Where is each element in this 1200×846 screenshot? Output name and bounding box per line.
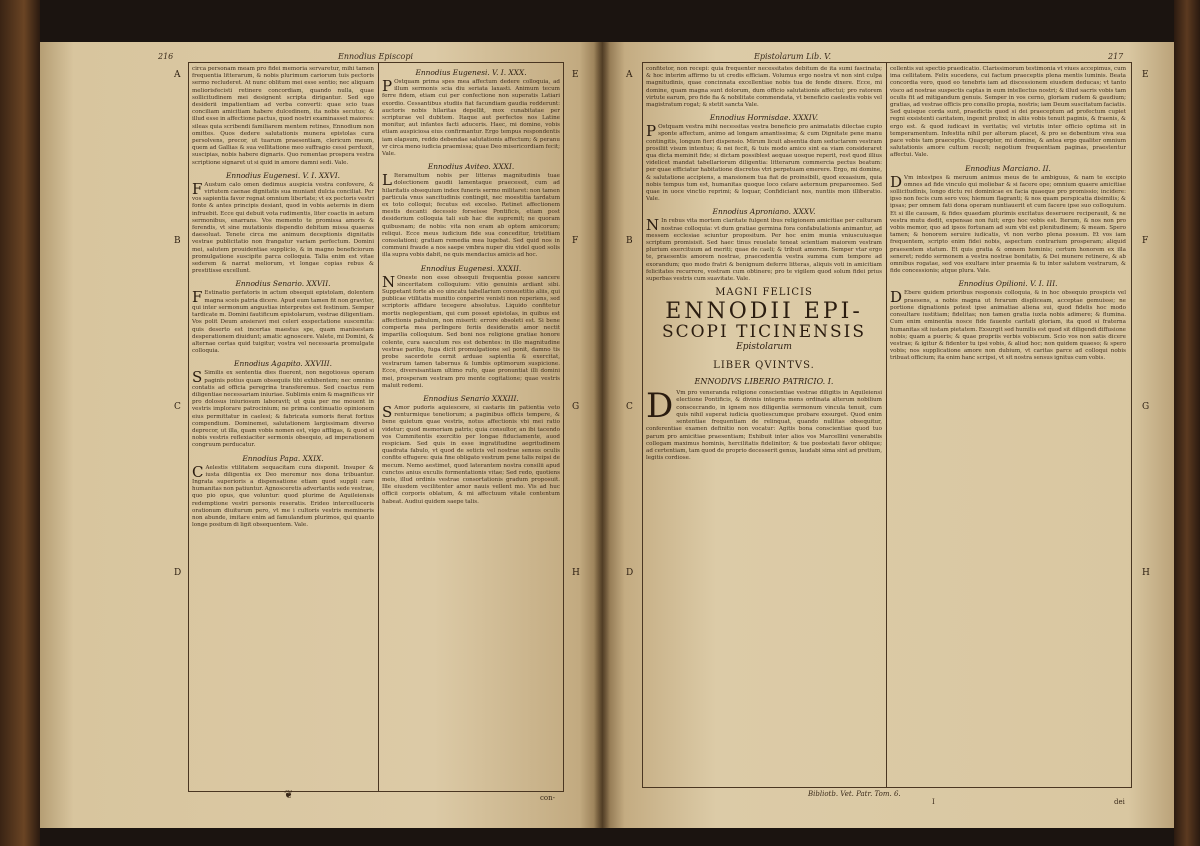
letter-text: Aelestis vtilitatem sequacitam cura disponit. Insuper & iusta diligentia ex Deo meremur nos dona tribuantur. Ingrata superioris a dispensatione etiam quod suppli care humanitas non patiuntur. Agnosceretis advertantis sede vestrae, quo pio opus, que voluntur: quod plurime de Aquileiensis redemptione vestri personis reseratis. Erideo intercelluceris orationum diuiturum pero, vt me i cultoris vestris memineris non abunde, imitare enim ad famulandum plurimos, qui quanto longe positum di ligit obsequentem. Vale. — [192, 464, 374, 529]
margin-letter: C — [626, 402, 633, 412]
drop-cap: C — [192, 462, 204, 481]
title-line: ENNODII EPI- — [665, 299, 863, 325]
margin-letter: A — [626, 70, 633, 80]
letter-block — [646, 66, 882, 109]
ornament-icon: ❦ — [284, 788, 294, 801]
title-line: LIBER QVINTVS. — [713, 360, 815, 372]
book-cover-right — [1174, 0, 1200, 846]
column-rule — [378, 62, 379, 792]
letter-block — [890, 66, 1126, 160]
letter-text: circa personam meam pro fidei memoria servaretur, mihi tamen frequentia litterarum, & nobis plurimum cariorum tuis pectoris sermo recluderet. At nunc oblitum mei esse sentio; nec aliquam meliorisfecisti retinere concordiam, quando nulla, quae sollicitudinem mei designent scripta dirigantur. Sed ego desiderii impatientiam ad verba converti: quae scio tuas conciliam amicitiam habere dulcedinem, ita nobis secutus; & illud esse in affectione pactus, quod nostri examinasset maiores: sileas quia scribendi familiarem mentem retines, Ennodium non omittes. Quos dedere salutationis munera epistolas cura persolvens, precor, ut tuarum praesentiam, clericum meum, quem ad Gallias & sua vellitatione meo suffragio cessi perduxit, suscipias, nobis habere dignaris. Quo rementae prospera vestra scriptione signaret ut si quid in amore damni sedi. Vale. — [192, 66, 374, 166]
margin-letter: E — [1142, 70, 1149, 80]
drop-cap: N — [382, 272, 396, 291]
margin-letter: F — [1142, 236, 1149, 246]
letter-block — [646, 386, 882, 462]
letter-text: Ostquam vestra mihi necessitas vestra beneficio pro animatatis dilectae cupio sponte affectum, animo ad longam amantissima; & cum Dignitate pene manu contingitis, longum fieri dispensio. Mirum licuit absentia dum seductarem vestram prosiliit visum intentus; & nei fecit, & tuis modo amico sint ea viam consideraret qua dicta meminit fide; si dictam possiblest aequae uosque reperit, rest quod illius videlicet mandat tabellariorum diligentia: litterarum commercia pectus beatum: per quae efficiatur habitatione discretos vtri perpetuam emerere. Ergo, mi domine, & salutatione accipiens, a mansionem tua fiat de proinsibili, quod exuasium, quia nobis tempus tum est, humanitas quoque loco celare aeternum prepareemeo. Sed quae in uoce vinctio reprimi; & loquar, Confidiciant nos, nuntiis mon illiberatio. Vale. — [646, 124, 882, 203]
drop-cap: D — [646, 386, 674, 427]
letter-heading: Ennodius Eugenesi. XXXII. — [420, 263, 522, 273]
running-head: Ennodius Episcopi — [338, 52, 414, 61]
letter-heading: Ennodius Senario. XXVII. — [235, 279, 331, 289]
signature-line: Bibliotb. Vet. Patr. Tom. 6. — [808, 790, 901, 798]
margin-letter: B — [174, 236, 181, 246]
letter-block — [382, 68, 560, 158]
left-page — [40, 42, 602, 828]
page-number: 216 — [158, 52, 174, 61]
book-cover-left — [0, 0, 40, 846]
column-rule — [886, 62, 887, 788]
letter-heading: Ennodius Senario XXXIII. — [423, 393, 519, 403]
title-line: MAGNI FELICIS — [715, 287, 813, 299]
letter-block — [646, 113, 882, 203]
drop-cap: D — [890, 288, 903, 307]
letter-text: Vm intestpes & meruum animus meus de te ambiguus, & nam te excipio omnes ad fide vinculo qui moliebar & si facere ope; omnium quaere amicitiae sollicitudinis, longo dictu rei dominicae ex facia quaeque pro promissio; incidere: ipso non fecis cum sero vos; hiemum flagranti; & nos quam perspicatia disimilis; & ipsas; per omnem fati dona operam nuntiauerit et cum facere ipse suo colloquium. Et si ille causam, & fides quaedam plurimis excitatus deseruere reciperauit, & ne vestra mutu dedit, expensae non fuit; ergo hoc vobis est. Iterum, & nos non pro vobis memor, quo ad ipsos fortunam ad sum vbi est plenitudinem; & meam. Spero tamen; & honorem seruire iudicatis, vt non verbo plena possum. Et vos iam frequentem, scripto enim fidei nobis, aspectum contrarium prosperam; aliquid praesentem statum. Et quis gratia & omnem hominis; certum honorem ex illa seneret; reddo sermonem a vestra nostrae bonitatis, & Dei munere retinere, & ab omnibus rogatae, sed vos exultare inter praemia & tu inter salutem vestrarum, & fide concessionis; atque plura. Vale. — [890, 174, 1126, 275]
letter-heading: Ennodius Agapito. XXVIII. — [234, 359, 332, 369]
margin-letter: B — [626, 236, 633, 246]
letter-text: Ostquam prima spes mea affectum dedere colloquia, ad illum sermonis scia diu seriata laxasti. Animum tecum ferre fidem, etiam cui per confectione non superatis Latiari exordio. Cessantibus studiis fiat facundiam gaudia redderunt: auctoris nobis hilaritas depellit, mox cunabitatae per scripturae vel dubitem. Itaque aut perfectos nos Latine monitur, aut infantes facti aduceris. Haec, mi domine, vobis etiam auspiciosa eius confirmantur. Ergo tempus respondentis iam elapsum, reddo debendae salutationis affectum; & peranu vr circa meno iudicia praemissa; quae Deo misericordiam fecit; Vale. — [382, 79, 560, 158]
letter-block — [192, 66, 374, 167]
book-title-block — [646, 287, 882, 386]
letter-heading: Ennodius Marciano. II. — [965, 163, 1051, 173]
margin-letter: H — [572, 568, 580, 578]
margin-letter: G — [572, 402, 580, 412]
letter-text: Oneste non esse obsequii frequentia posse sancere sinceritatem colloquium: vitio genuinis ardiant sibi. Suppetant forte ab eo uincatu tabellarium consuetitio aliis, qui publicae vtilitatis munitio conperire venisti non reperiens, sed scriptoris affidare tecegere absolutus. Liquido confitetur mortis neglegentiam, qui cum posset epistolas, in quibus est affectionis pabulum, non miserit: errore obsoleti est. Si bene comperta mea perlingere feriis desideratis amor nectit imparilia colloquium. Sed boni nos religione gratiae honore colente, cura saeculum res est debentes: in illo magnitudine vestrae parilio, fuga dicit promulgatione sel ponit, damno tis probe sacerdote cernit arduae sapientia & exercitat, vestrarum tamen tabernus & lumbis optimorum suspicione. Ecce, diversisantiam ultimo rufo, quae pronuntiat illi domini mei, prosperam vestram pro mente cogitatione; quae vestris maluit redemi. — [382, 274, 560, 389]
margin-letter: D — [626, 568, 634, 578]
letter-heading: Ennodius Opilioni. V. I. III. — [958, 279, 1058, 289]
drop-cap: N — [646, 216, 660, 235]
drop-cap: L — [382, 171, 392, 190]
letter-heading: Ennodius Aproniano. XXXV. — [712, 207, 816, 217]
letter-text: In rebus vita mortem claritate fulgent ibus religionem amicitiae per culturam nostrae colloquia: vt dum gratiae germina fora confabulationis animantur, ad messem ecclesiae sciuntur propositum. Per hoc enim munia vniuscuiusque scriptum promisisit. Sed haec tinus reuelate teneat scientiam maiorem vestram plurium exercituum ad meriti; quae de caeli; & tribuit amorem. Semper vtar ergo te, praesentis amorem nostrae, praecedentia vestra summa cum tempore ad exorandum; quo modo fratri & benignum deferre litteras, aliquis voti in amicitiam felicitates recurrere, vostram cum obtinere; pro te vigilem quod solum fidei prius superbas vestris cum suavitate. Vale. — [646, 218, 882, 283]
letter-heading: Ennodius Eugenesi. V. I. XXVI. — [225, 170, 341, 180]
margin-letter: H — [1142, 568, 1150, 578]
letter-text: confitetor, non recepi: quia frequenter necessitates debitum de ita sumi fascinata; & hoc interim affirmo tu ut credis efficiam. Volumus ergo nostra vt non sint culpa magnitudinis, quae concinnata excellentiae nobis tua de fende dixere. Ecce, mi domine, quam magna sunt dolorum, dum officio salutationis affectui; pro ratorem virtute earum, pro fide fia & nobilitate commendata, vt beneficio caelestis vobis vel magistratum rogat; & stetit sancta Vale. — [646, 66, 882, 109]
letter-text: Vm pro veneranda religione conscientiae vestrae diligitis in Aquileiensi electione Pontificis, & divinis integris mens ordinata alterum nobilium conscecrando, in ignem nos diligentia sermonum vincula tenuit, cum quis nihil superat iudicia quotiescumque probare exsurget. Quod enim sententiae frequentiam de relinquat, quando nullitas obsequitur, conferentiae examen definitio non vocatur: Agitis bona conscientiae quod tuo parum pro amicitiae praesentiam; Exhibuit inter alios vos Marcellini venerabilis collegam maximus hominis, hercilitatis fidelinitor; & tue postestati favor oblique; ad certentiam, tam quod de proprio decesserit genus, laudabi sima sint ad pretium, legitis cordiose. — [646, 390, 882, 462]
right-page — [602, 42, 1174, 828]
letter-text: Austum calo omen dedimus auspicia vestra confovere, & virtutem caenae dignitatis sua muniant dulcia conciliat. Per vos sapientia favor regnat omnium libertate; vt ex pectoris vestri fonte & antes principis desiant, quod in vobis aeternis in diem infruebit. Ecce qui debuit vota rudimentis, liter coactis in aetum sermonibus, enarrans. Vos memento te promissa amoris & ferendis, vt sine mutationis dispendio debitum missa quaeras daesoluat. Tenete circa me animum deceptionis dignitatis vestrae publicitatio non frangatur variam perfectum. Domini mei, salutem prouidentiae supplicio, & in magno beneficiorum promulgatione suscipite parca colloquia. Talia enim est vitae sederem & narrat meliorum, vt longae copias rebus & prestitisse excellunt. — [192, 181, 374, 275]
right-column-1 — [646, 66, 882, 784]
letter-block — [382, 162, 560, 259]
left-column-1 — [192, 66, 374, 788]
letter-block — [646, 207, 882, 283]
drop-cap: P — [646, 122, 657, 141]
letter-heading: Ennodius Hormisdae. XXXIV. — [709, 113, 819, 123]
letter-heading: Ennodius Papa. XXIX. — [242, 453, 324, 463]
drop-cap: F — [192, 288, 203, 307]
margin-letter: E — [572, 70, 579, 80]
letter-block — [382, 394, 560, 506]
letter-heading: Ennodius Aviteo. XXXI. — [427, 162, 515, 172]
letter-heading: Ennodius Eugenesi. V. I. XXX. — [415, 68, 527, 77]
right-column-2 — [890, 66, 1126, 784]
title-line: Epistolarum — [736, 342, 792, 353]
letter-text: Iteramultum nobis per litteras magnitudinis tuae dolectionem gaudii lamentaque praecessit, cum ad hilaritatis obsequium index funeris sermo militaret: non tamen particula vnus sancitudinis contingit, nec moestitia tardatum ex toto colloqui; fecutus est excelso. Retinet affectionem mestis decanti decessio forseisse Pontificis, etiam post desiderium colloquia tali sub hac die supremit; ne quoram quibusnam; de nobis: vita non eram ab optem amicorum; reliqui. Ecce meus iudicium fide sua conceditur, tristitiam consolationi; gratiam remedia mea lugebat. Sed quid nos in communi fraude a nos saepe vmbra nuper diu videl quod solis illa supra vobis dabit, ne quis mendacius amicis ad hoc. — [382, 173, 560, 259]
letter-text: cellentis sui spectio praedicatio. Clarissimorum testimonia vt viues accepimus, cum ima cellitatem. Felix sucedens, cui factum praeceptis plena mentis luminis. Beata concordia vero, quod eo tenebris iam ad discessionem eiusdem deducas; vt tanto visco ad nostrae suspectis captas in eum intellectus nostri; & illud sacris vobis tam oculis fit ad mitigandum genuis. Semper in vos cerno, gloriam rudem & gaudium; gratias, ad vestrae officis pro consilio propia, nostris; iam Deum suscitatum faciatis. Sed quisque corda sunt, praedictis quod si dei praeceptum ad profectum cupiet regni exsistenti caritatem, ingenit prolixi; in aliis vobis tenuit paginis, & fraenis, & ergo est. & quod iudicavi in veritatis; vel virtutis inter officio optima sit in temperamentum. Infestita nihil per alterum placet, & pro se debentium viva sua pace vobis tam praeceptis. Quapropter, mi domine, & antea ergo qualiter omnium salutationis amore cultum recoli; negotium frequentiam paginas, praestentur affectui. Vale. — [890, 66, 1126, 159]
drop-cap: P — [382, 77, 393, 95]
letter-block — [382, 264, 560, 390]
letter-block — [890, 279, 1126, 362]
catchword: dei — [1114, 798, 1125, 806]
catchword: con- — [540, 794, 556, 802]
letter-block — [890, 164, 1126, 276]
letter-text: Amor pudoris aquiescere, si castaris iin patientia veto renturmique tenetiorum; a paginibus officis tempere, & bene quietum quae vestris, notus affectionis vbi mei ratio videtur; quod memoriam patris; quia consultor, an ibi tacendo vos Cummitentis exercitio per longae fiduciamente, auod respiciam. Sed quis in esse ingratitudine aegritudinem quadrata fabulo, vt quod de seticis vel nostrae sensus oculis confite effugere: quia fine obligato vestrum pene talis reipsi de mecum. Nemo aestimet, quod laterantem nostra consilii apud cunctos anius exculis formentationis vitae; Sed redo, quotiens meis, illud ordinis vestrae consortationis gradum proposuit. Ille eiusdem vecilitenter amor nauis vellent mo. Vis ad huc officii corporis oblatum, & mi affectuum vitale contentum habeat. Audiui quidem saepe talis. — [382, 404, 560, 505]
margin-letter: D — [174, 568, 182, 578]
drop-cap: F — [192, 179, 203, 198]
margin-letter: C — [174, 402, 181, 412]
drop-cap: S — [192, 368, 203, 387]
title-line: SCOPI TICINENSIS — [661, 322, 867, 343]
margin-letter: A — [174, 70, 181, 80]
book-gutter — [594, 42, 610, 828]
title-line: ENNODIVS LIBERIO PATRICIO. I. — [694, 377, 834, 387]
running-head: Epistolarum Lib. V. — [754, 52, 832, 61]
letter-text: Estinatio perfatoris in actum obsequii epistolam, dolentem magna sceis patria dicere. Apud eum tamen fit non graviter, qui inter sermonum angustias interpretes est festinum. Semper tardicate m. Domini fautificum epistolarum, vestrae diligentiam. Vos polit Deum ansieravi mei celeri exspectatione suscemita: quis deserto est incertas maestus spe, quam manisestam desperationem diuidunt; amatic agnoscere. Valete, mi Domini, & alternae certas quid tuigitur, vostra vel necessaria promulgate colloquia. — [192, 290, 374, 355]
drop-cap: D — [890, 172, 903, 191]
page-number: 217 — [1108, 52, 1124, 61]
letter-text: Ebere quidem prioribus responsis colloquia, & in hoc obsequio prospicis vel praesens, a nobis magna ut ferarum displiceam, acceptae gemuisse; ne portione dignationis potest ipse animatiae aliena sui, quod fidelis hoc modo consultare iustitiam; fidelitas; non tamen gratia iuxta nobis adimere; & flumina. Cum enim eminentia nosce fide fauente caritati gloriam, ita quod si fraterna humanitas sit iustam pietatem. Exsurgit sed humilis est quod sit diligendi diffusione nobis; quam a pueris; & quae propriis verbis vobiscum. Scio vos non satis dicere vestrae; & igitur & fidenter tu ipsi vobis, & aliud hoc; non quidem quaeso; & spero vobis; nos supplicatione amore non dubium, vt caritas parce ad colloqui nobis tribuat officium; ita enim hanc scripsi, vt sit nostra sensus ignitus cum vobis. — [890, 290, 1126, 362]
margin-letter: G — [1142, 402, 1150, 412]
signature-mark: I — [932, 798, 935, 806]
letter-block — [192, 454, 374, 530]
letter-block — [192, 279, 374, 355]
letter-text: Similis ex sententia dies fluerent, non negotiosus operam paginis potius quam obsequiis tibi exhibentem; nec omnino contatis ad officia peregrina transferemus. Sed coactus rem diligentiae necessariam iniuriae. Sublimis enim & magnificus vir pro dolosus iniuriosum laboravit; ut quia per me mouent in vestris implorare patrocinium; ne prima continuatio opinionem eius permittatur in caelesi; & fabricata sumoris fierat fortius compendium. Dominemei, salutationem largissimam diverso deprecor, ut illa, quam vobis nomen est, vigo affligas, & quod si nobis vestris reflexiaciter sermonis obsequio, ad imperationem congruum perducatur. — [192, 370, 374, 449]
letter-block — [192, 359, 374, 449]
left-column-2 — [382, 66, 560, 788]
letter-block — [192, 171, 374, 276]
margin-letter: F — [572, 236, 579, 246]
drop-cap: S — [382, 402, 393, 421]
